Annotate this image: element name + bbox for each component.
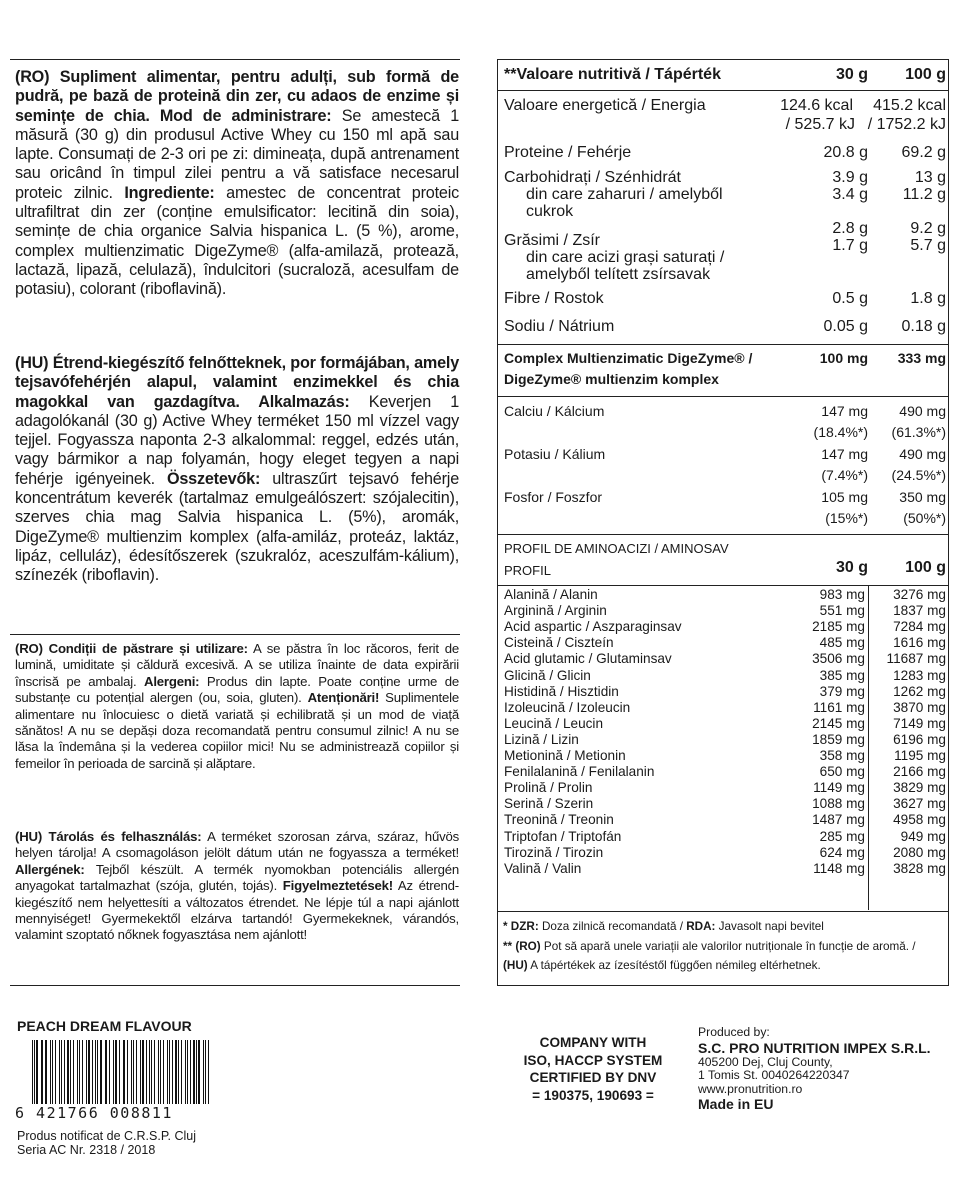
amino-row xyxy=(500,780,948,796)
amino-label: Cisteină / Ciszteín xyxy=(504,635,614,651)
amino-100g: 7284 mg xyxy=(893,619,946,635)
barcode-bar xyxy=(59,1040,60,1106)
calcium-label: Calciu / Kálcium xyxy=(504,403,605,419)
note-1-rda: RDA: xyxy=(686,920,716,933)
amino-label: Acid aspartic / Aszparaginsav xyxy=(504,619,682,635)
ro-intro-paragraph xyxy=(15,68,459,300)
amino-30g: 1487 mg xyxy=(812,812,865,828)
barcode-bar xyxy=(190,1040,191,1106)
amino-100g: 3627 mg xyxy=(893,796,946,812)
hu-warnings-heading: Figyelmeztetések! xyxy=(282,878,393,894)
amino-30g: 3506 mg xyxy=(812,651,865,667)
amino-header-30g: 30 g xyxy=(835,559,868,576)
amino-30g: 1088 mg xyxy=(812,796,865,812)
flavour-label: PEACH DREAM FLAVOUR xyxy=(17,1018,192,1034)
barcode-bar xyxy=(73,1040,74,1106)
potassium-30g: 147 mg xyxy=(821,446,868,462)
hu-intro-bold1: (HU) Étrend-kiegészítő felnőtteknek, por formájában, amely tejsavófehérjén alapul, valamint enzimekkel és chia magokkal van gazdagítva. Alkalmazás: xyxy=(15,354,459,411)
amino-row xyxy=(500,764,948,780)
amino-30g: 624 mg xyxy=(819,844,865,860)
producer-block xyxy=(698,1026,931,1113)
amino-column-divider xyxy=(868,585,869,910)
protein-100g: 69.2 g xyxy=(901,144,946,161)
barcode-bar xyxy=(88,1040,90,1106)
barcode-bar xyxy=(115,1040,117,1106)
amino-header-100g: 100 g xyxy=(905,559,946,576)
table-header-100g: 100 g xyxy=(905,66,946,83)
hu-warnings-text: Az étrend-kiegészítő nem helyettesíti a változatos étrendet. Ne lépje túl a napi ajánlott mennyiséget! Gyermekektől elzárva tartandó! Gyermekeknek, várandós, valamint szoptató nőknek fogyasztása nem ajánlott! xyxy=(15,878,459,943)
barcode-bar xyxy=(203,1040,204,1106)
enzyme-top-rule xyxy=(497,344,949,345)
barcode-bar xyxy=(52,1040,53,1106)
ro-allergens-text: Produs din lapte. Poate conține urme de substanțe cu potențial alergen (ou, soia, gluten). xyxy=(15,673,459,706)
calcium-100g: 490 mg xyxy=(899,403,946,419)
amino-30g: 2145 mg xyxy=(812,715,865,731)
ro-storage-paragraph xyxy=(15,641,459,772)
amino-header-rule xyxy=(497,585,949,586)
fat-30g: 2.8 g xyxy=(832,220,868,237)
note-1-text2: Javasolt napi bevitel xyxy=(715,920,824,933)
barcode-bar xyxy=(95,1040,96,1106)
barcode-bar xyxy=(123,1040,124,1106)
amino-row xyxy=(500,796,948,812)
fat-100g: 9.2 g xyxy=(910,220,946,237)
amino-label: Treonină / Treonin xyxy=(504,812,614,828)
barcode-bar xyxy=(82,1040,83,1106)
phosphorus-30g-pct: (15%*) xyxy=(825,510,868,526)
energy-100g-kj: / 1752.2 kJ xyxy=(867,116,946,133)
amino-100g: 2166 mg xyxy=(893,764,946,780)
table-header-30g: 30 g xyxy=(835,66,868,83)
barcode-bars xyxy=(32,1040,212,1106)
amino-100g: 7149 mg xyxy=(893,715,946,731)
barcode-digits: 6 421766 008811 xyxy=(15,1104,215,1122)
table-header-label: **Valoare nutritivă / Tápérték xyxy=(504,66,721,83)
carbs-label: Carbohidrați / Szénhidrát xyxy=(504,169,681,186)
barcode-bar xyxy=(149,1040,150,1106)
potassium-label: Potasiu / Kálium xyxy=(504,446,606,462)
note-2 xyxy=(503,937,951,957)
amino-100g: 1616 mg xyxy=(893,635,946,651)
amino-30g: 385 mg xyxy=(819,667,865,683)
energy-30g-kcal: 124.6 kcal xyxy=(780,97,853,114)
enzyme-label-2: DigeZyme® multienzim komplex xyxy=(504,371,719,387)
barcode-bar xyxy=(163,1040,164,1106)
barcode-bar xyxy=(151,1040,152,1106)
amino-row xyxy=(500,845,948,861)
cert-line-3: CERTIFIED BY DNV xyxy=(529,1070,657,1085)
hu-storage-paragraph xyxy=(15,829,459,944)
amino-30g: 2185 mg xyxy=(812,619,865,635)
amino-100g: 3828 mg xyxy=(893,860,946,876)
barcode-bar xyxy=(140,1040,141,1106)
calcium-30g: 147 mg xyxy=(821,403,868,419)
amino-label: Lizină / Lizin xyxy=(504,731,579,747)
amino-100g: 3829 mg xyxy=(893,780,946,796)
barcode-bar xyxy=(181,1040,182,1106)
energy-30g-kj: / 525.7 kJ xyxy=(785,116,855,133)
protein-label: Proteine / Fehérje xyxy=(504,144,632,161)
amino-row xyxy=(500,635,948,651)
amino-100g: 1195 mg xyxy=(894,748,946,763)
barcode-bar xyxy=(67,1040,69,1106)
amino-row xyxy=(500,861,948,877)
sodium-100g: 0.18 g xyxy=(901,318,946,335)
barcode-bar xyxy=(50,1040,51,1106)
producer-label: Produced by: xyxy=(698,1025,770,1039)
amino-bottom-rule xyxy=(497,911,949,912)
note-2-bold: ** (RO) xyxy=(503,939,541,953)
notification xyxy=(17,1129,196,1157)
barcode-bar xyxy=(45,1040,47,1106)
barcode-bar xyxy=(113,1040,114,1106)
amino-row xyxy=(500,716,948,732)
sodium-label: Sodiu / Nátrium xyxy=(504,318,615,335)
amino-row xyxy=(500,684,948,700)
ro-storage-heading: (RO) Condiții de păstrare și utilizare: xyxy=(15,641,248,656)
barcode-bar xyxy=(193,1040,194,1106)
enzyme-30g: 100 mg xyxy=(819,350,868,366)
cert-line-1: COMPANY WITH xyxy=(539,1035,647,1050)
cert-line-2: ISO, HACCP SYSTEM xyxy=(523,1052,663,1068)
note-1-text1: Doza zilnică recomandată / xyxy=(538,920,687,933)
phosphorus-100g: 350 mg xyxy=(899,489,946,505)
satfat-30g: 1.7 g xyxy=(832,237,868,254)
barcode-bar xyxy=(41,1040,42,1106)
barcode-bar xyxy=(79,1040,80,1106)
barcode-bar xyxy=(42,1040,43,1106)
table-bottom-rule xyxy=(497,985,949,986)
barcode-bar xyxy=(158,1040,159,1106)
amino-label: Glicină / Glicin xyxy=(504,667,591,683)
note-3 xyxy=(503,956,951,976)
energy-100g-kcal: 415.2 kcal xyxy=(873,97,946,114)
barcode-bar xyxy=(167,1040,168,1106)
amino-100g: 3870 mg xyxy=(893,699,946,715)
certification-block xyxy=(498,1034,688,1104)
made-in-eu: Made in EU xyxy=(698,1096,774,1113)
barcode-bar xyxy=(61,1040,62,1106)
hu-storage-text1: A terméket szorosan zárva, száraz, hűvös helyen tárolja! A csomagoláson jelölt dátum után ne fogyassza a terméket! xyxy=(15,829,459,861)
producer-website: www.pronutrition.ro xyxy=(698,1081,803,1096)
amino-row xyxy=(500,587,948,603)
table-top-rule xyxy=(497,59,949,60)
table-right-border xyxy=(948,59,949,985)
enzyme-100g: 333 mg xyxy=(897,350,946,366)
barcode-bar xyxy=(64,1040,65,1106)
barcode-bar xyxy=(36,1040,37,1106)
barcode-bar xyxy=(178,1040,179,1106)
amino-100g: 4958 mg xyxy=(893,812,946,828)
ro-warnings-heading: Atenționări! xyxy=(307,690,380,706)
barcode-bar xyxy=(136,1040,137,1106)
note-1 xyxy=(503,917,951,937)
amino-30g: 650 mg xyxy=(819,764,865,780)
barcode-bar xyxy=(100,1040,101,1106)
barcode-bar xyxy=(187,1040,188,1106)
hu-intro-paragraph xyxy=(15,354,459,586)
sugars-30g: 3.4 g xyxy=(832,186,868,203)
barcode-bar xyxy=(77,1040,78,1106)
phosphorus-100g-pct: (50%*) xyxy=(903,510,946,526)
ro-storage-text1: A se păstra în loc răcoros, ferit de lumină, umiditate și căldură excesivă. A se utiliza înainte de data expirării înscrisă pe ambalaj. xyxy=(15,641,459,689)
hu-storage-heading: (HU) Tárolás és felhasználás: xyxy=(15,829,202,844)
amino-row xyxy=(500,829,948,845)
ro-intro-text1: Se amestecă 1 măsură (30 g) din produsul Active Whey cu 150 ml apă sau lapte. Consumați de 2-3 ori pe zi: dimineața, după antrenament sau oricând în timpul zilei pentru a vă satisface necesarul proteic zilnic. xyxy=(15,106,459,202)
producer-address-2: 1 Tomis St. 0040264220347 xyxy=(698,1068,850,1083)
amino-label: Leucină / Leucin xyxy=(504,715,604,731)
amino-100g: 11687 mg xyxy=(886,651,946,667)
barcode-bar xyxy=(55,1040,56,1106)
note-1-dzr: * DZR: xyxy=(503,920,539,933)
barcode-bar xyxy=(109,1040,110,1106)
amino-30g: 379 mg xyxy=(819,683,865,699)
barcode-bar xyxy=(106,1040,107,1106)
hu-allergens-text: Tejből készült. A termék nyomokban potenciális allergén anyagokat tartalmazhat (szója, glutén, tojás). xyxy=(15,861,459,894)
amino-30g: 485 mg xyxy=(819,635,865,651)
sodium-30g: 0.05 g xyxy=(823,318,868,335)
amino-label: Alanină / Alanin xyxy=(504,587,598,602)
fat-label: Grăsimi / Zsír xyxy=(504,232,600,249)
amino-label: Metionină / Metionin xyxy=(504,748,626,763)
ro-ingredients-text: amestec de concentrat proteic ultrafiltrat din zer (conține emulsificator: lecitină din soia), semințe de chia organice Salvia hispanica L. (5 %), arome, complex multienzimatic DigeZyme® (alfa-amilază, protează, lactază, lipază, celulază), îndulcitori (sucraloză, acesulfam de potasiu), colorant (riboflavină). xyxy=(15,183,459,299)
hu-intro-text1: Keverjen 1 adagolókanál (30 g) Active Whey terméket 150 ml vízzel vagy tejjel. Fogyassza naponta 2-3 alkalommal: reggel, edzés után, vagy bármikor a nap folyamán, hogy eleget tegyen a napi fehérje igényeinek. xyxy=(15,392,460,488)
amino-30g: 285 mg xyxy=(819,828,865,844)
notification-line-2: Seria AC Nr. 2318 / 2018 xyxy=(17,1143,156,1157)
amino-30g: 358 mg xyxy=(819,748,865,763)
barcode-bar xyxy=(175,1040,177,1106)
amino-30g: 551 mg xyxy=(819,603,865,619)
amino-100g: 1262 mg xyxy=(893,683,946,699)
potassium-100g-pct: (24.5%*) xyxy=(891,467,946,483)
sugars-label: din care zaharuri / amelyből xyxy=(526,186,723,203)
note-3-text: A tápértékek az ízesítéstől függően némileg eltérhetnek. xyxy=(527,959,821,972)
fibre-100g: 1.8 g xyxy=(910,290,946,307)
amino-100g: 2080 mg xyxy=(893,844,946,860)
barcode-bar xyxy=(97,1040,98,1106)
barcode-bar xyxy=(127,1040,128,1106)
table-header-rule xyxy=(497,90,949,91)
amino-label: Fenilalanină / Fenilalanin xyxy=(504,764,655,780)
carbs-30g: 3.9 g xyxy=(832,169,868,186)
hu-ingredients-heading: Összetevők: xyxy=(166,469,261,488)
barcode-bar xyxy=(196,1040,197,1106)
barcode-bar xyxy=(34,1040,35,1106)
protein-30g: 20.8 g xyxy=(823,144,868,161)
ro-intro-bold1: (RO) Supliment alimentar, pentru adulți, sub formă de pudră, pe bază de proteină din zer, cu adaos de enzime și semințe de chia. Mod de administrare: xyxy=(15,68,459,125)
table-left-border xyxy=(497,59,498,985)
phosphorus-30g: 105 mg xyxy=(821,489,868,505)
amino-header-label: PROFIL DE AMINOACIZI / AMINOSAV xyxy=(504,541,729,556)
satfat-label-2: amelyből telített zsírsavak xyxy=(526,266,711,283)
cert-line-4: = 190375, 190693 = xyxy=(532,1087,654,1103)
amino-100g: 1837 mg xyxy=(893,603,946,619)
calcium-100g-pct: (61.3%*) xyxy=(891,424,946,440)
producer-address-1: 405200 Dej, Cluj County, xyxy=(698,1054,833,1069)
barcode-bar xyxy=(32,1040,33,1106)
barcode-bar xyxy=(124,1040,125,1106)
enzyme-label: Complex Multienzimatic DigeZyme® / xyxy=(504,350,753,366)
table-notes xyxy=(503,917,951,976)
barcode-bar xyxy=(70,1040,71,1106)
barcode-bar xyxy=(160,1040,161,1106)
barcode-bar xyxy=(185,1040,186,1106)
amino-label: Acid glutamic / Glutaminsav xyxy=(504,651,672,667)
amino-top-rule xyxy=(497,534,949,535)
barcode-bar xyxy=(172,1040,173,1106)
amino-header-label-2: PROFIL xyxy=(504,563,551,578)
amino-label: Tirozină / Tirozin xyxy=(504,844,604,860)
amino-row xyxy=(500,619,948,635)
amino-30g: 1148 mg xyxy=(813,860,865,876)
amino-row xyxy=(500,812,948,828)
hu-allergens-heading: Allergének: xyxy=(15,861,85,877)
potassium-30g-pct: (7.4%*) xyxy=(821,467,868,483)
ro-ingredients-heading: Ingrediente: xyxy=(124,183,215,202)
amino-30g: 1149 mg xyxy=(813,780,865,796)
amino-label: Valină / Valin xyxy=(504,860,582,876)
satfat-100g: 5.7 g xyxy=(910,237,946,254)
top-rule-left xyxy=(10,59,460,60)
barcode-bar xyxy=(119,1040,120,1106)
mid-rule-left xyxy=(10,634,460,635)
minerals-top-rule xyxy=(497,396,949,397)
notification-line-1: Produs notificat de C.R.S.P. Cluj xyxy=(17,1129,197,1143)
amino-label: Triptofan / Triptofán xyxy=(504,828,622,844)
note-2-text: Pot să apară unele variații ale valorilor nutriționale în funcție de aromă. / xyxy=(540,939,916,953)
barcode-bar xyxy=(142,1040,144,1106)
fibre-label: Fibre / Rostok xyxy=(504,290,604,307)
calcium-30g-pct: (18.4%*) xyxy=(813,424,868,440)
amino-100g: 1283 mg xyxy=(893,667,946,683)
barcode-bar xyxy=(105,1040,106,1106)
phosphorus-label: Fosfor / Foszfor xyxy=(504,489,603,505)
hu-ingredients-text: ultraszűrt tejsavó fehérje koncentrátum keverék (tartalmaz emulgeálószert: szójalecitin), szerves chia mag Salvia hispanica L. (5%), aromák, DigeZyme® multienzim komplex (alfa-amiláz, proteáz, laktáz, lipáz, celluláz), édesítőszerek (szukralóz, aceszulfám-kálium), színezék (riboflavin). xyxy=(15,469,459,585)
amino-row xyxy=(500,668,948,684)
amino-30g: 1859 mg xyxy=(812,731,865,747)
carbs-100g: 13 g xyxy=(914,169,946,186)
note-3-bold: (HU) xyxy=(503,959,528,972)
barcode-bar xyxy=(92,1040,93,1106)
ro-warnings-text: Suplimentele alimentare nu înlocuiesc o dietă variată și echilibrată și un mod de viață sănătos! A nu se depăși doza recomandată pentru consumul zilnic! A nu se lăsa la îndemâna și la vederea copiilor mici! Nu se administrează copiilor și femeilor în perioada de sarcină și alăptare. xyxy=(15,690,459,771)
amino-row xyxy=(500,700,948,716)
amino-label: Izoleucină / Izoleucin xyxy=(504,699,631,715)
amino-30g: 1161 mg xyxy=(813,699,865,715)
amino-label: Histidină / Hisztidin xyxy=(504,683,619,699)
amino-row xyxy=(500,748,948,764)
barcode-bar xyxy=(131,1040,132,1106)
sugars-100g: 11.2 g xyxy=(902,186,946,203)
bottom-rule-left xyxy=(10,985,460,986)
satfat-label: din care acizi grași saturați / xyxy=(526,249,725,266)
amino-100g: 949 mg xyxy=(900,828,946,844)
barcode-bar xyxy=(146,1040,147,1106)
amino-row xyxy=(500,732,948,748)
ro-allergens-heading: Alergeni: xyxy=(144,673,200,689)
amino-label: Serină / Szerin xyxy=(504,796,594,812)
amino-row xyxy=(500,651,948,667)
sugars-label-2: cukrok xyxy=(526,203,574,220)
amino-label: Arginină / Arginin xyxy=(504,603,607,619)
barcode-bar xyxy=(154,1040,155,1106)
energy-label: Valoare energetică / Energia xyxy=(504,97,706,114)
barcode-bar xyxy=(208,1040,209,1106)
barcode-bar xyxy=(198,1040,200,1106)
barcode-bar xyxy=(169,1040,170,1106)
barcode-bar xyxy=(86,1040,87,1106)
amino-30g: 983 mg xyxy=(819,587,865,602)
amino-row xyxy=(500,603,948,619)
barcode-bar xyxy=(133,1040,134,1106)
potassium-100g: 490 mg xyxy=(899,446,946,462)
fibre-30g: 0.5 g xyxy=(832,290,868,307)
amino-100g: 6196 mg xyxy=(893,731,946,747)
barcode-bar xyxy=(205,1040,206,1106)
amino-100g: 3276 mg xyxy=(893,587,946,602)
producer-name: S.C. PRO NUTRITION IMPEX S.R.L. xyxy=(698,1039,931,1056)
amino-label: Prolină / Prolin xyxy=(504,780,593,796)
